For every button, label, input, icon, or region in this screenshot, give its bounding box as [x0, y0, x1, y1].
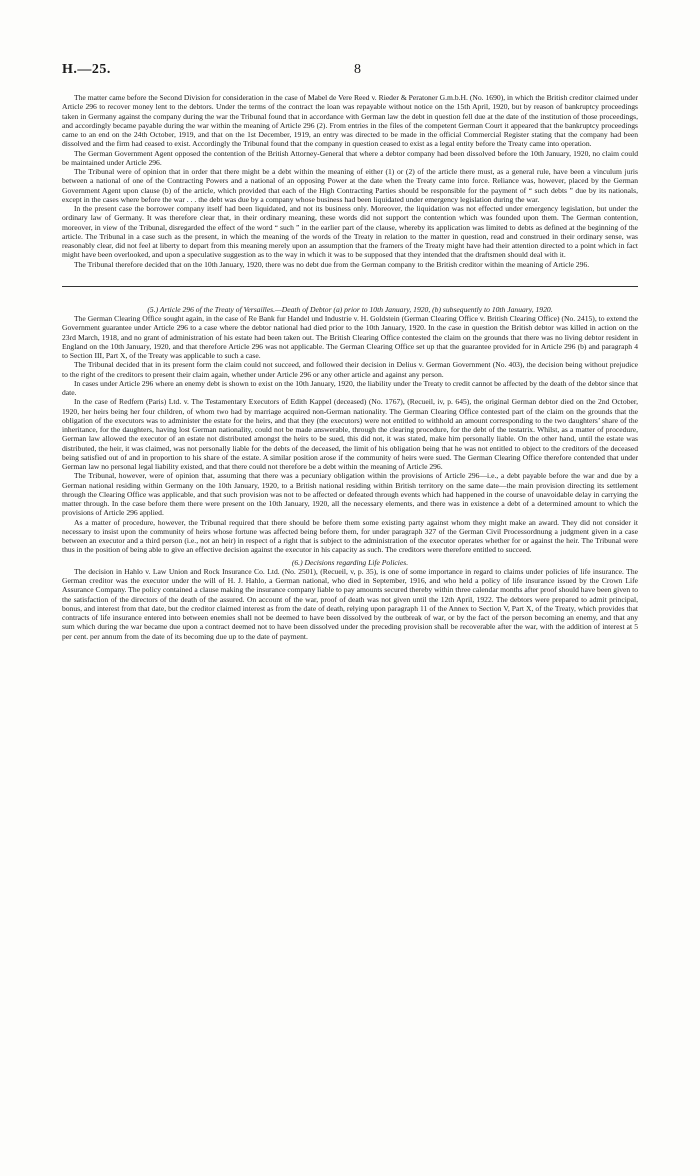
section-heading: (5.) Article 296 of the Treaty of Versailles.—Death of Debtor (a) prior to 10th January, 1920, (b) subsequently to 10th January, 1920.: [147, 304, 553, 314]
document-reference: H.—25.: [62, 62, 111, 77]
paragraph: In the present case the borrower company itself had been liquidated, and not its business only. Moreover, the liquidation was not effected under emergency legislation, but under the ordinary law of Germany. It was therefore clear that, in their ordinary meaning, these words did not support the contention which was founded upon them. The German contention, moreover, in view of the Tribunal, disregarded the effect of the word “ such ” in the earlier part of the clause, whereby its application was limited to debts as defined at the beginning of the article. The Tribunal in a case such as the present, in which the meaning of the words of the Treaty in relation to the matter in question, read and construed in their ordinary sense, was reasonably clear, did not feel at liberty to depart from this meaning merely upon an assumption that the framers of the Treaty might have had their attention directed to a point which in fact might have been overlooked, and upon a speculative suggestion as to the way in which it was to be supposed that they intended that the draftsmen should deal with it.: [62, 204, 638, 260]
section-heading: (6.) Decisions regarding Life Policies.: [291, 557, 409, 567]
paragraph: As a matter of procedure, however, the Tribunal required that there should be before them some existing party against whom they might make an award. They did not consider it necessary to insist upon the community of heirs whose fortune was affected being before them, for under paragraph 327 of the German Civil Processordnung a judgment given in a case between an executor and a third person (i.e., not an heir) in respect of a right that is subject to the administration of the executor operates whether for or against the heir. The Tribunal were thus in the position of being able to give an effective decision against the executor in his capacity as such. The creditors were therefore entitled to succeed.: [62, 517, 638, 555]
paragraph: The Tribunal therefore decided that on the 10th January, 1920, there was no debt due from the German company to the British creditor within the meaning of Article 296.: [74, 259, 590, 269]
paragraph: The German Government Agent opposed the contention of the British Attorney-General that where a debtor company had been dissolved before the 10th January, 1920, no claim could be maintained under Article 296.: [62, 148, 638, 167]
paragraph: In the case of Redfern (Paris) Ltd. v. The Testamentary Executors of Edith Kappel (deceased) (No. 1767), (Recueil, iv, p. 645), the original German debtor died on the 2nd October, 1920, her heirs being her four children, of whom two had by marriage acquired non-German nationality. The German Clearing Office contested part of the claim on the grounds that the obligation of the executors was to administer the estate for the heirs, and that they (the executors) were not entitled to withhold an amount corresponding to the two daughters’ share of the inheritance, for the daughters, having lost German nationality, could not be made answerable, through the clearing procedure, for the debt of the testatrix. Whilst, as a matter of procedure, German law allowed the executor of an estate not distributed amongst the heirs to be sued, this did not, it was stated, make him personally liable. On the other hand, until the estate was distributed, the heir, it was claimed, was not personally liable for the debts of the deceased, the limit of his obligation being that he was not entitled to object to the creditors of the deceased being satisfied out of and in proportion to his share of the estate. A similar position arose if the community of heirs were sued. The German Clearing Office therefore contended that under German law no personal legal liability existed, and that there could not therefore be a debt within the meaning of Article 296.: [62, 397, 638, 471]
section-divider: [62, 286, 638, 287]
body-text: [62, 93, 638, 641]
paragraph: The Tribunal decided that in its present form the claim could not succeed, and followed their decision in Delius v. German Government (No. 403), the decision being without prejudice to the right of the creditors to present their claim again, whether under Article 296 or any other article and against any person.: [62, 360, 638, 379]
page-number: 8: [354, 62, 361, 77]
paragraph: The decision in Hahlo v. Law Union and Rock Insurance Co. Ltd. (No. 2501), (Recueil, v, p. 35), is one of some importance in regard to claims under policies of life insurance. The German creditor was the executor under the will of H. J. Hahlo, a German national, who died in September, 1916, and who held a policy of life insurance issued by the Crown Life Assurance Company. The policy contained a clause making the insurance company liable to pay amounts secured thereby within three calendar months after proof should have been given to the satisfaction of the directors of the death of the assured. On account of the war, proof of death was not given until the 12th April, 1922. The debtors were prepared to admit principal, bonus, and interest from that date, but the creditor claimed interest as from the date of death, relying upon paragraph 11 of the Annex to Section V, Part X, of the Treaty, which provides that contracts of life insurance entered into between enemies shall not be deemed to have been dissolved by the outbreak of war, or by the fact of the person becoming an enemy, and that any sum which during the war became due upon a contract deemed not to have been dissolved under the preceding provision shall be recoverable after the war, with the addition of interest at 5 per cent. per annum from the date of its becoming due up to the date of payment.: [62, 566, 638, 641]
paragraph: The German Clearing Office sought again, in the case of Re Bank fur Handel und Industrie v. H. Goldstein (German Clearing Office v. British Clearing Office) (No. 2415), to extend the Government guarantee under Article 296 to a case where the debtor national had died prior to the 10th January, 1920. In the case in question the British debtor was killed in action on the 23rd March, 1918, and no grant of administration of his estate had been taken out. The British Clearing Office contested the claim on the grounds that there was no living debtor resident in England on the 10th January, 1920, and that therefore Article 296 was not applicable. The German Clearing Office set up that the guarantee provided for in Article 296 (b) and paragraph 4 to Section III, Part X, of the Treaty was applicable to such a case.: [62, 314, 638, 360]
paragraph: The Tribunal, however, were of opinion that, assuming that there was a pecuniary obligation within the provisions of Article 296—i.e., a debt payable before the war and due by a German national residing within Germany on the 10th January, 1920, to a British national residing within British territory on the same date—the main provision directing its settlement through the Clearing Office was applicable, and that such provision was not to be affected or defeated through events which had happened in the course of unavoidable delay in carrying the matter through. In the case before them there were present on the 10th January, 1920, all the necessary elements, and there was in existence a debt of a determined amount to which the provisions of Article 296 applied.: [62, 471, 638, 518]
paragraph: The Tribunal were of opinion that in order that there might be a debt within the meaning of either (1) or (2) of the article there must, as a general rule, have been a vinculum juris between a national of one of the Contracting Powers and a national of an opposing Power at the date when the Treaty came into force. Reliance was, however, placed by the German Government Agent upon clause (b) of the article, which provided that each of the High Contracting Parties should be responsible for the payment of “ such debts ” due by its nationals, except in the cases where before the war . . . the debt was due by a company whose business had been liquidated under emergency legislation during the war.: [62, 167, 638, 204]
paragraph: The matter came before the Second Division for consideration in the case of Mabel de Vere Reed v. Rieder & Peratoner G.m.b.H. (No. 1690), in which the British creditor claimed under Article 296 to recover money lent to the debtors. Under the terms of the contract the loan was repayable without notice on the 15th April, 1920, but by reason of bankruptcy proceedings taken in Germany against the company during the war the Tribunal found that in accordance with German law the debt in question fell due at the date of the institution of those proceedings, and accordingly became payable during the war within the meaning of Article 296 (2). From entries in the files of the competent German Court it appeared that the bankruptcy proceedings came to an end on the 24th October, 1919, and that on the 1st December, 1919, an entry was directed to be made in the official Commercial Register stating that the company had been dissolved and the firm had ceased to exist. Accordingly the Tribunal found that the company in question ceased to exist as a legal entity before the Treaty came into operation.: [62, 93, 638, 149]
paragraph: In cases under Article 296 where an enemy debt is shown to exist on the 10th January, 1920, the liability under the Treaty to credit cannot be affected by the death of the debtor since that date.: [62, 378, 638, 397]
